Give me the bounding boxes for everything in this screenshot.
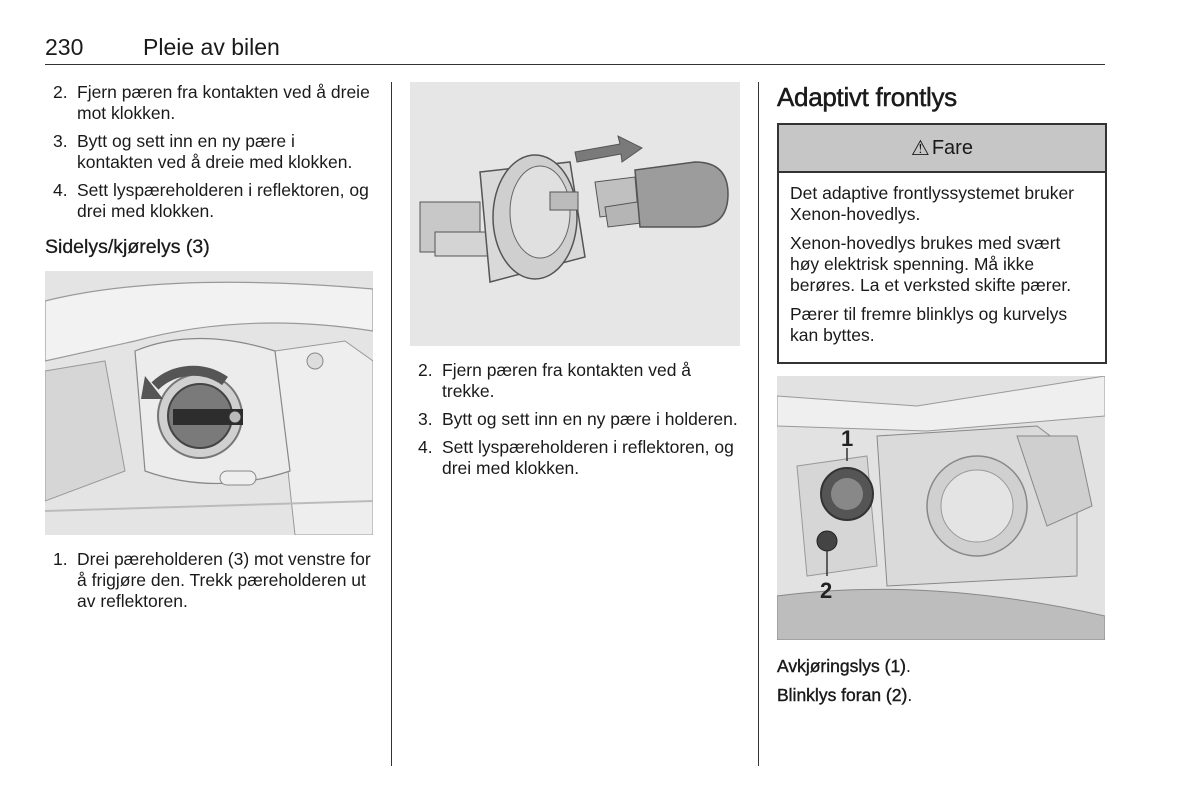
- sidelight-figure: [45, 271, 373, 535]
- steps-list: [410, 360, 740, 479]
- caption-2: Blinklys foran (2).: [777, 685, 913, 705]
- steps-list-top: [45, 82, 375, 222]
- section-heading: Adaptivt frontlys: [777, 82, 957, 112]
- warning-paragraph: Pærer til fremre blinklys og kurvelys kan byttes.: [790, 304, 1068, 345]
- warning-body: [779, 173, 1105, 362]
- list-item: 3. Bytt og sett inn en ny pære i holderen.: [418, 409, 738, 429]
- column-divider-1: [391, 82, 392, 766]
- column-divider-2: [758, 82, 759, 766]
- warning-triangle-icon: ⚠: [911, 136, 930, 160]
- warning-header: [779, 125, 1105, 173]
- chapter-title: Pleie av bilen: [143, 34, 280, 60]
- steps-list-bottom: [45, 549, 375, 612]
- column-2: [410, 82, 740, 486]
- list-item: 4. Sett lyspæreholderen i reflektoren, og drei med klokken.: [418, 437, 734, 478]
- subheading-sidelys: Sidelys/kjørelys (3): [45, 236, 210, 258]
- bulb-holder-figure: [410, 82, 740, 346]
- column-1: [45, 82, 375, 619]
- list-item: 1. Drei pæreholderen (3) mot venstre for å frigjøre den. Trekk pæreholderen ut av reflektoren.: [53, 549, 371, 611]
- label-2: 2: [820, 578, 833, 603]
- page-number: 230: [45, 34, 84, 60]
- column-3: [777, 82, 1107, 712]
- page-header: [45, 32, 1105, 65]
- list-item: 3. Bytt og sett inn en ny pære i kontakten ved å dreie med klokken.: [53, 131, 353, 172]
- warning-box: [777, 123, 1107, 364]
- label-1: 1: [841, 426, 854, 451]
- caption-1: Avkjøringslys (1).: [777, 656, 911, 676]
- list-item: 4. Sett lyspæreholderen i reflektoren, og drei med klokken.: [53, 180, 369, 221]
- list-item: 2. Fjern pæren fra kontakten ved å dreie mot klokken.: [53, 82, 370, 123]
- list-item: 2. Fjern pæren fra kontakten ved å trekke.: [418, 360, 692, 401]
- headlight-figure: [777, 376, 1105, 640]
- warning-paragraph: Det adaptive frontlyssystemet bruker Xenon-hovedlys.: [790, 183, 1075, 224]
- warning-title: Fare: [931, 136, 973, 159]
- warning-paragraph: Xenon-hovedlys brukes med svært høy elektrisk spenning. Må ikke berøres. La et verksted skifte pærer.: [790, 233, 1072, 295]
